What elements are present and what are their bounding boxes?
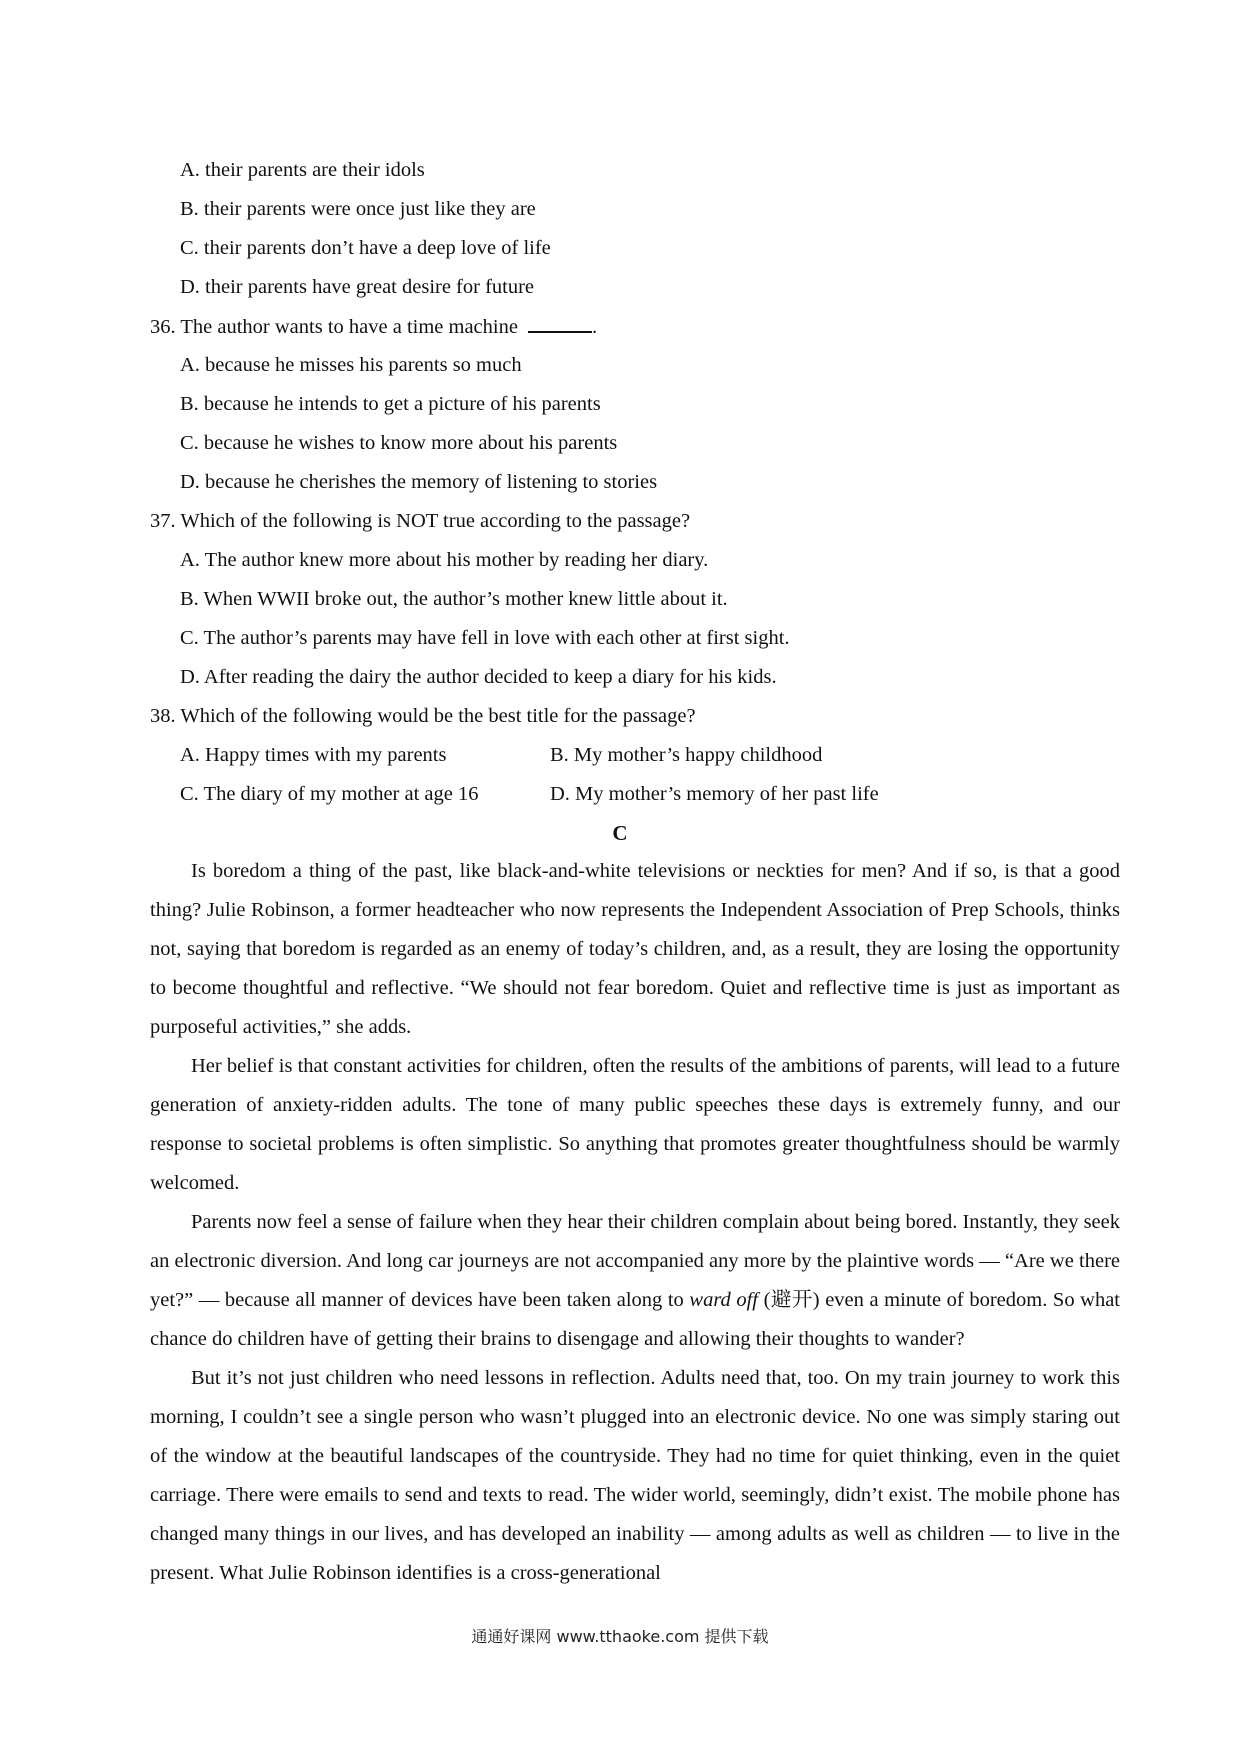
q38-stem: 38. Which of the following would be the best title for the passage? [150, 705, 696, 727]
ward-off-gloss: (避开) [758, 1289, 820, 1311]
q37-option-d: D. After reading the dairy the author decided to keep a diary for his kids. [180, 666, 777, 688]
q37-stem: 37. Which of the following is NOT true according to the passage? [150, 510, 691, 532]
q35-option-a: A. their parents are their idols [180, 159, 425, 181]
q38-option-d: D. My mother’s memory of her past life [550, 783, 879, 805]
q36-option-d: D. because he cherishes the memory of listening to stories [180, 471, 658, 493]
q36-stem-text: 36. The author wants to have a time machine [150, 316, 518, 338]
q35-option-b: B. their parents were once just like they are [180, 198, 536, 220]
q37-option-a: A. The author knew more about his mother by reading her diary. [180, 549, 709, 571]
passage-paragraph-3 [150, 1203, 1120, 1359]
passage-paragraph-2: Her belief is that constant activities for children, often the results of the ambitions of parents, will lead to a future generation of anxiety-ridden adults. The tone of many public speeches these days is extremely funny, and our response to societal problems is often simplistic. So anything that promotes greater thoughtfulness should be warmly welcomed. [150, 1055, 1120, 1194]
page-footer: 通通好课网 www.tthaoke.com 提供下载 [471, 1627, 769, 1646]
q38-option-c: C. The diary of my mother at age 16 [180, 783, 479, 805]
passage-paragraph-4: But it’s not just children who need lessons in reflection. Adults need that, too. On my train journey to work this morning, I couldn’t see a single person who wasn’t plugged into an electronic device. No one was simply staring out of the window at the beautiful landscapes of the countryside. They had no time for quiet thinking, even in the quiet carriage. There were emails to send and texts to read. The wider world, seemingly, didn’t exist. The mobile phone has changed many things in our lives, and has developed an inability — among adults as well as children — to live in the present. What Julie Robinson identifies is a cross-generational [150, 1367, 1120, 1584]
answer-blank [528, 313, 592, 333]
paragraph-3-text-start: Parents now feel a sense of failure when they hear their children complain about being bored. Instantly, they seek an electronic diversion. And long car journeys are not accompanied any more by the plaintive words — “Are we there yet?” — because all manner of devices have been taken along to [150, 1211, 1120, 1311]
q36-option-a: A. because he misses his parents so much [180, 354, 522, 376]
q37-option-c: C. The author’s parents may have fell in love with each other at first sight. [180, 627, 790, 649]
q37-option-b: B. When WWII broke out, the author’s mother knew little about it. [180, 588, 728, 610]
q35-option-d: D. their parents have great desire for future [180, 276, 535, 298]
q36-stem-end: . [591, 316, 598, 338]
section-heading: C [612, 821, 628, 845]
q36-stem [150, 313, 597, 340]
q38-option-a: A. Happy times with my parents [180, 744, 447, 766]
passage-paragraph-1: Is boredom a thing of the past, like black-and-white televisions or neckties for men? And if so, is that a good thing? Julie Robinson, a former headteacher who now represents the Independent Association of Prep Schools, thinks not, saying that boredom is regarded as an enemy of today’s children, and, as a result, they are losing the opportunity to become thoughtful and reflective. “We should not fear boredom. Quiet and reflective time is just as important as purposeful activities,” she adds. [150, 860, 1120, 1038]
ward-off-term: ward off [689, 1289, 759, 1311]
q36-option-c: C. because he wishes to know more about his parents [180, 432, 618, 454]
q38-option-b: B. My mother’s happy childhood [550, 744, 823, 766]
q35-option-c: C. their parents don’t have a deep love of life [180, 237, 551, 259]
paragraph-3-text-end: even a minute of boredom. So what chance do children have of getting their brains to disengage and allowing their thoughts to wander? [150, 1289, 1120, 1350]
passage-c [150, 852, 1120, 1593]
q36-option-b: B. because he intends to get a picture of his parents [180, 393, 601, 415]
